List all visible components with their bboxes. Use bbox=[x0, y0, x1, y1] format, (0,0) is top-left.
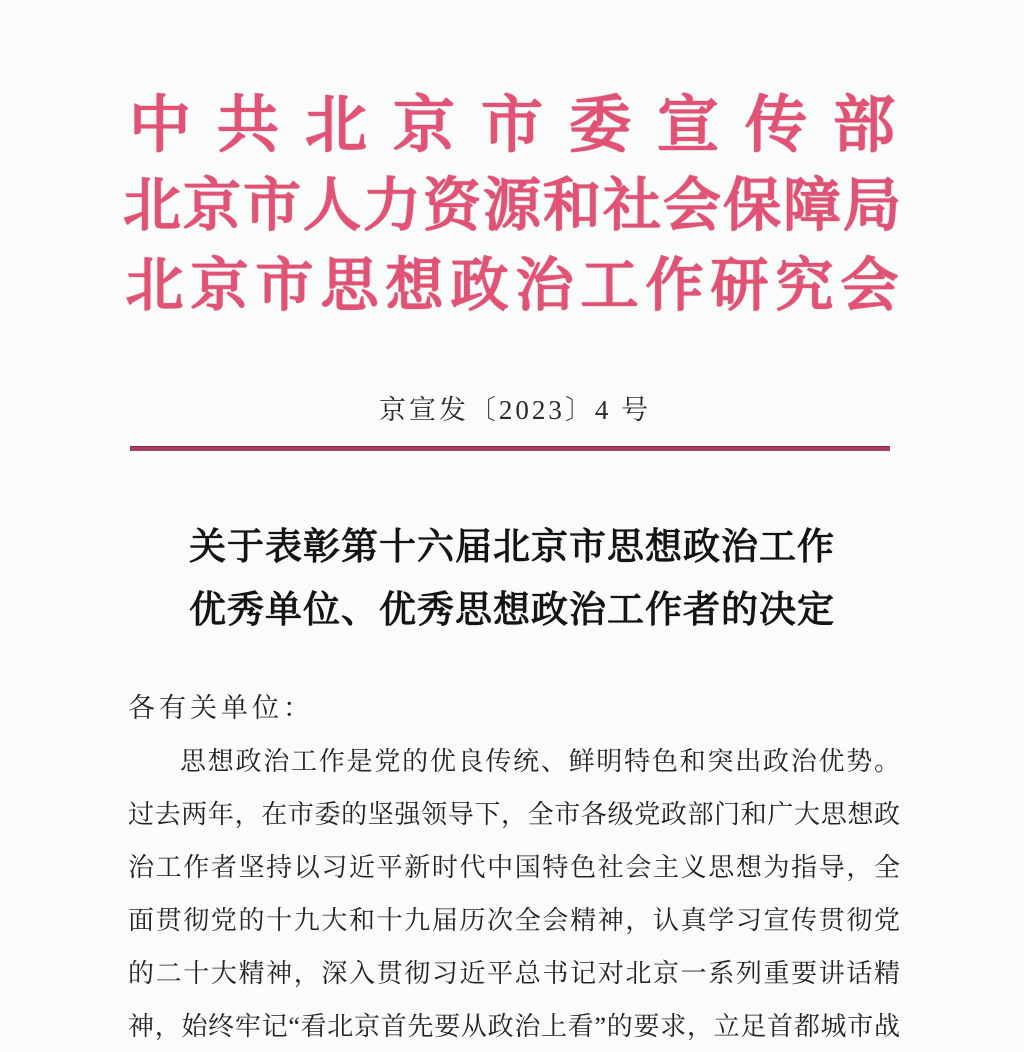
body-line: 过去两年，在市委的坚强领导下，全市各级党政部门和广大思想政 bbox=[128, 800, 900, 829]
document-title-line-2: 优秀单位、优秀思想政治工作者的决定 bbox=[189, 590, 835, 631]
letterhead-org-2: 北京市人力资源和社会保障局 bbox=[122, 173, 903, 238]
letterhead bbox=[0, 86, 1024, 326]
document-number: 京宣发〔2023〕4 号 bbox=[378, 395, 652, 425]
letterhead-org-3: 北京市思想政治工作研究会 bbox=[125, 253, 906, 318]
body-line: 神，始终牢记“看北京首先要从政治上看”的要求，立足首都城市战 bbox=[128, 1012, 900, 1041]
document-title bbox=[0, 516, 1024, 642]
body-line: 治工作者坚持以习近平新时代中国特色社会主义思想为指导，全 bbox=[128, 853, 900, 882]
document-title-line-1: 关于表彰第十六届北京市思想政治工作 bbox=[189, 527, 835, 568]
letterhead-org-1: 中共北京市委宣传部 bbox=[128, 92, 921, 160]
body-line: 思想政治工作是党的优良传统、鲜明特色和突出政治优势。 bbox=[180, 747, 900, 776]
body-paragraph bbox=[128, 735, 900, 1052]
red-divider-rule bbox=[130, 446, 890, 451]
body-line: 的二十大精神，深入贯彻习近平总书记对北京一系列重要讲话精 bbox=[128, 959, 900, 988]
body-line: 面贯彻党的十九大和十九届历次全会精神，认真学习宣传贯彻党 bbox=[128, 906, 900, 935]
salutation: 各有关单位： bbox=[128, 693, 314, 723]
